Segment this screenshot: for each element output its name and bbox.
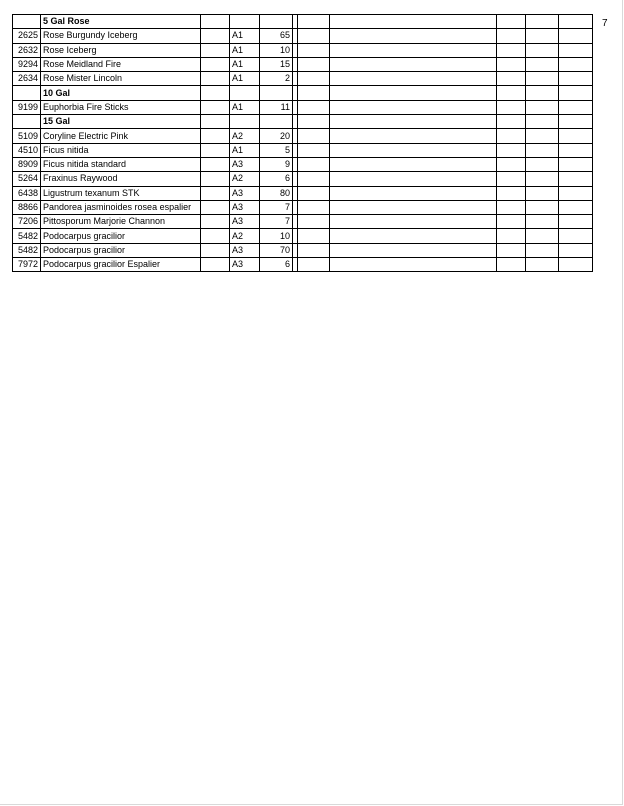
- location-cell: A1: [230, 100, 260, 114]
- item-code-cell: [13, 15, 41, 29]
- blank-cell: [497, 243, 526, 257]
- table-row: [13, 43, 593, 57]
- blank-cell: [526, 86, 559, 100]
- blank-cell: [330, 129, 497, 143]
- blank-cell: [330, 200, 497, 214]
- quantity-cell: 7: [260, 200, 293, 214]
- blank-cell: [298, 243, 330, 257]
- blank-cell: [497, 57, 526, 71]
- blank-cell: [526, 100, 559, 114]
- inventory-table-body: [13, 15, 593, 272]
- blank-cell: [526, 115, 559, 129]
- quantity-cell: 20: [260, 129, 293, 143]
- blank-cell: [526, 229, 559, 243]
- item-name-cell: Coryline Electric Pink: [41, 129, 201, 143]
- location-cell: A2: [230, 172, 260, 186]
- blank-cell: [330, 115, 497, 129]
- item-name-cell: Pandorea jasminoides rosea espalier: [41, 200, 201, 214]
- blank-cell: [497, 186, 526, 200]
- table-row: [13, 72, 593, 86]
- blank-cell: [559, 15, 593, 29]
- item-name-cell: Podocarpus gracilior: [41, 229, 201, 243]
- table-row: [13, 143, 593, 157]
- blank-cell: [526, 72, 559, 86]
- quantity-cell: 5: [260, 143, 293, 157]
- blank-cell: [497, 143, 526, 157]
- section-header-row: [13, 115, 593, 129]
- blank-cell: [201, 157, 230, 171]
- blank-cell: [330, 157, 497, 171]
- blank-cell: [526, 43, 559, 57]
- blank-cell: [559, 186, 593, 200]
- blank-cell: [201, 29, 230, 43]
- blank-cell: [559, 129, 593, 143]
- blank-cell: [298, 200, 330, 214]
- quantity-cell: 10: [260, 43, 293, 57]
- blank-cell: [526, 243, 559, 257]
- blank-cell: [330, 172, 497, 186]
- table-row: [13, 200, 593, 214]
- location-cell: A1: [230, 57, 260, 71]
- blank-cell: [298, 215, 330, 229]
- item-code-cell: 4510: [13, 143, 41, 157]
- blank-cell: [559, 157, 593, 171]
- blank-cell: [298, 115, 330, 129]
- item-name-cell: Rose Iceberg: [41, 43, 201, 57]
- item-name-cell: Rose Mister Lincoln: [41, 72, 201, 86]
- blank-cell: [201, 72, 230, 86]
- blank-cell: [497, 15, 526, 29]
- blank-cell: [201, 57, 230, 71]
- item-name-cell: Podocarpus gracilior: [41, 243, 201, 257]
- blank-cell: [298, 258, 330, 272]
- table-row: [13, 172, 593, 186]
- blank-cell: [298, 72, 330, 86]
- item-name-cell: Ligustrum texanum STK: [41, 186, 201, 200]
- blank-cell: [298, 229, 330, 243]
- blank-cell: [330, 57, 497, 71]
- item-code-cell: [13, 86, 41, 100]
- blank-cell: [497, 43, 526, 57]
- blank-cell: [559, 43, 593, 57]
- item-name-cell: Fraxinus Raywood: [41, 172, 201, 186]
- item-name-cell: Ficus nitida: [41, 143, 201, 157]
- blank-cell: [298, 143, 330, 157]
- blank-cell: [201, 143, 230, 157]
- location-cell: [230, 86, 260, 100]
- blank-cell: [201, 129, 230, 143]
- blank-cell: [201, 186, 230, 200]
- quantity-cell: [260, 115, 293, 129]
- blank-cell: [497, 100, 526, 114]
- section-header-row: [13, 86, 593, 100]
- quantity-cell: 6: [260, 258, 293, 272]
- quantity-cell: 6: [260, 172, 293, 186]
- item-code-cell: 5482: [13, 243, 41, 257]
- location-cell: A3: [230, 258, 260, 272]
- blank-cell: [559, 243, 593, 257]
- blank-cell: [330, 229, 497, 243]
- blank-cell: [298, 129, 330, 143]
- location-cell: A3: [230, 243, 260, 257]
- blank-cell: [526, 200, 559, 214]
- quantity-cell: [260, 15, 293, 29]
- blank-cell: [497, 86, 526, 100]
- blank-cell: [497, 72, 526, 86]
- blank-cell: [201, 86, 230, 100]
- quantity-cell: 65: [260, 29, 293, 43]
- blank-cell: [330, 86, 497, 100]
- item-name-cell: Euphorbia Fire Sticks: [41, 100, 201, 114]
- item-code-cell: 8866: [13, 200, 41, 214]
- blank-cell: [201, 229, 230, 243]
- item-name-cell: Podocarpus gracilior Espalier: [41, 258, 201, 272]
- table-row: [13, 129, 593, 143]
- blank-cell: [201, 172, 230, 186]
- blank-cell: [559, 172, 593, 186]
- blank-cell: [559, 215, 593, 229]
- quantity-cell: 2: [260, 72, 293, 86]
- blank-cell: [298, 86, 330, 100]
- table-row: [13, 215, 593, 229]
- blank-cell: [201, 15, 230, 29]
- section-header-row: [13, 15, 593, 29]
- blank-cell: [298, 186, 330, 200]
- quantity-cell: 9: [260, 157, 293, 171]
- item-code-cell: 5264: [13, 172, 41, 186]
- blank-cell: [497, 129, 526, 143]
- location-cell: A3: [230, 200, 260, 214]
- blank-cell: [559, 229, 593, 243]
- location-cell: A1: [230, 43, 260, 57]
- blank-cell: [298, 57, 330, 71]
- item-code-cell: 9199: [13, 100, 41, 114]
- table-row: [13, 229, 593, 243]
- blank-cell: [497, 115, 526, 129]
- blank-cell: [497, 172, 526, 186]
- item-code-cell: 7206: [13, 215, 41, 229]
- quantity-cell: 80: [260, 186, 293, 200]
- blank-cell: [298, 100, 330, 114]
- quantity-cell: 70: [260, 243, 293, 257]
- blank-cell: [559, 258, 593, 272]
- quantity-cell: 7: [260, 215, 293, 229]
- blank-cell: [497, 200, 526, 214]
- location-cell: A1: [230, 72, 260, 86]
- item-code-cell: [13, 115, 41, 129]
- blank-cell: [330, 258, 497, 272]
- item-code-cell: 7972: [13, 258, 41, 272]
- table-row: [13, 243, 593, 257]
- blank-cell: [330, 72, 497, 86]
- blank-cell: [330, 215, 497, 229]
- blank-cell: [526, 258, 559, 272]
- item-code-cell: 5109: [13, 129, 41, 143]
- blank-cell: [497, 29, 526, 43]
- blank-cell: [330, 15, 497, 29]
- blank-cell: [330, 29, 497, 43]
- blank-cell: [559, 86, 593, 100]
- quantity-cell: 11: [260, 100, 293, 114]
- blank-cell: [201, 243, 230, 257]
- blank-cell: [298, 172, 330, 186]
- section-label-cell: 15 Gal: [41, 115, 201, 129]
- blank-cell: [559, 29, 593, 43]
- blank-cell: [526, 186, 559, 200]
- location-cell: [230, 115, 260, 129]
- table-row: [13, 258, 593, 272]
- blank-cell: [526, 157, 559, 171]
- blank-cell: [526, 129, 559, 143]
- blank-cell: [298, 29, 330, 43]
- item-name-cell: Rose Meidland Fire: [41, 57, 201, 71]
- item-code-cell: 2634: [13, 72, 41, 86]
- blank-cell: [526, 57, 559, 71]
- blank-cell: [526, 143, 559, 157]
- location-cell: A3: [230, 186, 260, 200]
- blank-cell: [298, 43, 330, 57]
- blank-cell: [330, 186, 497, 200]
- blank-cell: [201, 258, 230, 272]
- item-name-cell: Rose Burgundy Iceberg: [41, 29, 201, 43]
- blank-cell: [559, 143, 593, 157]
- location-cell: A1: [230, 143, 260, 157]
- quantity-cell: 10: [260, 229, 293, 243]
- blank-cell: [497, 229, 526, 243]
- blank-cell: [497, 258, 526, 272]
- section-label-cell: 10 Gal: [41, 86, 201, 100]
- table-row: [13, 57, 593, 71]
- blank-cell: [330, 100, 497, 114]
- blank-cell: [298, 15, 330, 29]
- blank-cell: [559, 72, 593, 86]
- blank-cell: [201, 115, 230, 129]
- item-code-cell: 2625: [13, 29, 41, 43]
- item-name-cell: Ficus nitida standard: [41, 157, 201, 171]
- item-name-cell: Pittosporum Marjorie Channon: [41, 215, 201, 229]
- blank-cell: [201, 200, 230, 214]
- blank-cell: [201, 43, 230, 57]
- table-row: [13, 100, 593, 114]
- blank-cell: [526, 172, 559, 186]
- location-cell: A3: [230, 215, 260, 229]
- quantity-cell: [260, 86, 293, 100]
- blank-cell: [559, 115, 593, 129]
- blank-cell: [497, 157, 526, 171]
- blank-cell: [330, 143, 497, 157]
- blank-cell: [201, 215, 230, 229]
- quantity-cell: 15: [260, 57, 293, 71]
- blank-cell: [298, 157, 330, 171]
- blank-cell: [559, 200, 593, 214]
- blank-cell: [526, 29, 559, 43]
- blank-cell: [559, 57, 593, 71]
- table-row: [13, 186, 593, 200]
- page-number: 7: [602, 18, 608, 29]
- item-code-cell: 2632: [13, 43, 41, 57]
- location-cell: A2: [230, 229, 260, 243]
- location-cell: A3: [230, 157, 260, 171]
- blank-cell: [559, 100, 593, 114]
- table-row: [13, 29, 593, 43]
- inventory-table: [12, 14, 593, 272]
- location-cell: A2: [230, 129, 260, 143]
- blank-cell: [497, 215, 526, 229]
- item-code-cell: 6438: [13, 186, 41, 200]
- location-cell: A1: [230, 29, 260, 43]
- section-label-cell: 5 Gal Rose: [41, 15, 201, 29]
- blank-cell: [526, 15, 559, 29]
- blank-cell: [330, 43, 497, 57]
- item-code-cell: 5482: [13, 229, 41, 243]
- blank-cell: [526, 215, 559, 229]
- blank-cell: [201, 100, 230, 114]
- table-row: [13, 157, 593, 171]
- location-cell: [230, 15, 260, 29]
- blank-cell: [330, 243, 497, 257]
- item-code-cell: 8909: [13, 157, 41, 171]
- item-code-cell: 9294: [13, 57, 41, 71]
